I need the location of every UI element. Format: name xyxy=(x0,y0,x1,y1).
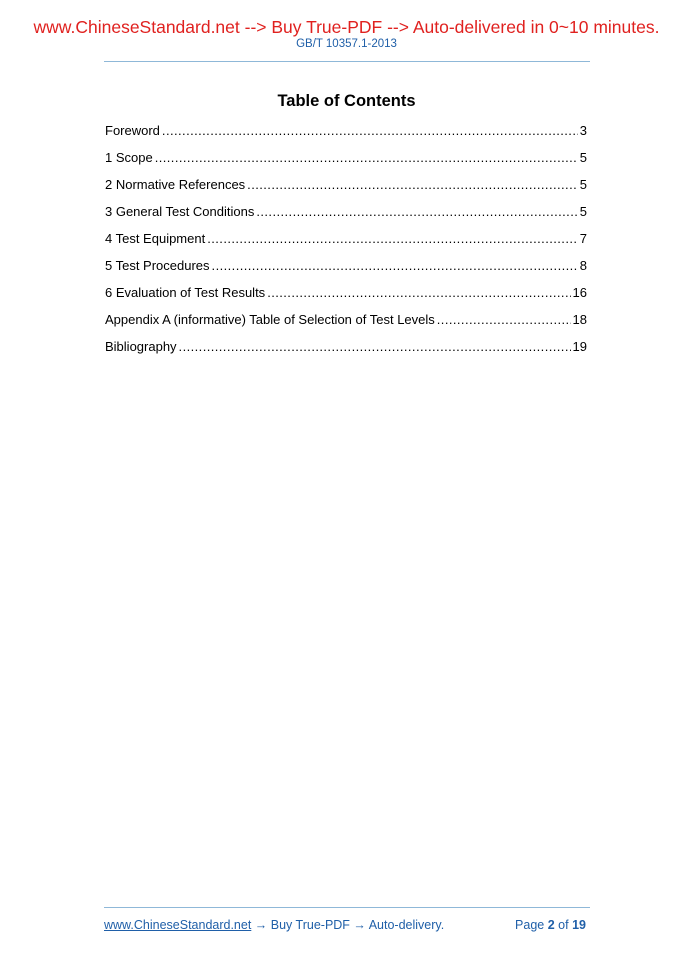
page-footer xyxy=(104,917,586,933)
toc-entry-normative-references[interactable] xyxy=(105,177,587,204)
page-indicator xyxy=(515,917,586,933)
toc-entry-page: 19 xyxy=(572,339,587,354)
dot-leader xyxy=(437,312,571,328)
of-word: of xyxy=(558,918,569,932)
dot-leader xyxy=(179,339,571,355)
header-divider xyxy=(104,61,590,62)
toc-entry-label: 6 Evaluation of Test Results xyxy=(105,285,266,300)
toc-entry-page: 5 xyxy=(579,177,587,192)
current-page-number: 2 xyxy=(547,918,555,932)
toc-entry-label: 5 Test Procedures xyxy=(105,258,210,273)
footer-tagline: → Buy True-PDF → Auto-delivery. xyxy=(251,918,445,932)
dot-leader xyxy=(247,177,578,193)
toc-entry-test-procedures[interactable] xyxy=(105,258,587,285)
toc-entry-evaluation-of-test-results[interactable] xyxy=(105,285,587,312)
toc-entry-label: 1 Scope xyxy=(105,150,153,165)
toc-entry-label: 4 Test Equipment xyxy=(105,231,206,246)
toc-entry-page: 8 xyxy=(579,258,587,273)
dot-leader xyxy=(155,150,578,166)
page-word: Page xyxy=(515,918,545,932)
document-code: GB/T 10357.1-2013 xyxy=(296,38,397,50)
site-link[interactable]: www.ChineseStandard.net xyxy=(104,918,252,932)
toc-entry-label: 2 Normative References xyxy=(105,177,246,192)
toc-entry-appendix-a[interactable] xyxy=(105,312,587,339)
toc-entry-foreword[interactable] xyxy=(105,123,587,150)
toc-entry-page: 16 xyxy=(572,285,587,300)
toc-entry-bibliography[interactable] xyxy=(105,339,587,366)
dot-leader xyxy=(212,258,578,274)
footer-divider xyxy=(104,907,590,908)
toc-entry-page: 3 xyxy=(579,123,587,138)
toc-entry-page: 5 xyxy=(579,204,587,219)
total-page-count: 19 xyxy=(572,918,586,932)
toc-entry-label: Appendix A (informative) Table of Selection of Test Levels xyxy=(105,312,435,327)
toc-entry-label: Foreword xyxy=(105,123,160,138)
toc-entry-general-test-conditions[interactable] xyxy=(105,204,587,231)
toc-entry-page: 18 xyxy=(572,312,587,327)
toc-entry-page: 7 xyxy=(579,231,587,246)
dot-leader xyxy=(162,123,578,139)
toc-title: Table of Contents xyxy=(277,92,416,110)
dot-leader xyxy=(256,204,577,220)
table-of-contents xyxy=(105,123,587,366)
toc-entry-scope[interactable] xyxy=(105,150,587,177)
toc-entry-label: 3 General Test Conditions xyxy=(105,204,255,219)
dot-leader xyxy=(267,285,570,301)
toc-entry-page: 5 xyxy=(579,150,587,165)
promo-banner: www.ChineseStandard.net --> Buy True-PDF --> Auto-delivered in 0~10 minutes. xyxy=(33,17,660,37)
toc-entry-test-equipment[interactable] xyxy=(105,231,587,258)
toc-entry-label: Bibliography xyxy=(105,339,177,354)
dot-leader xyxy=(207,231,578,247)
